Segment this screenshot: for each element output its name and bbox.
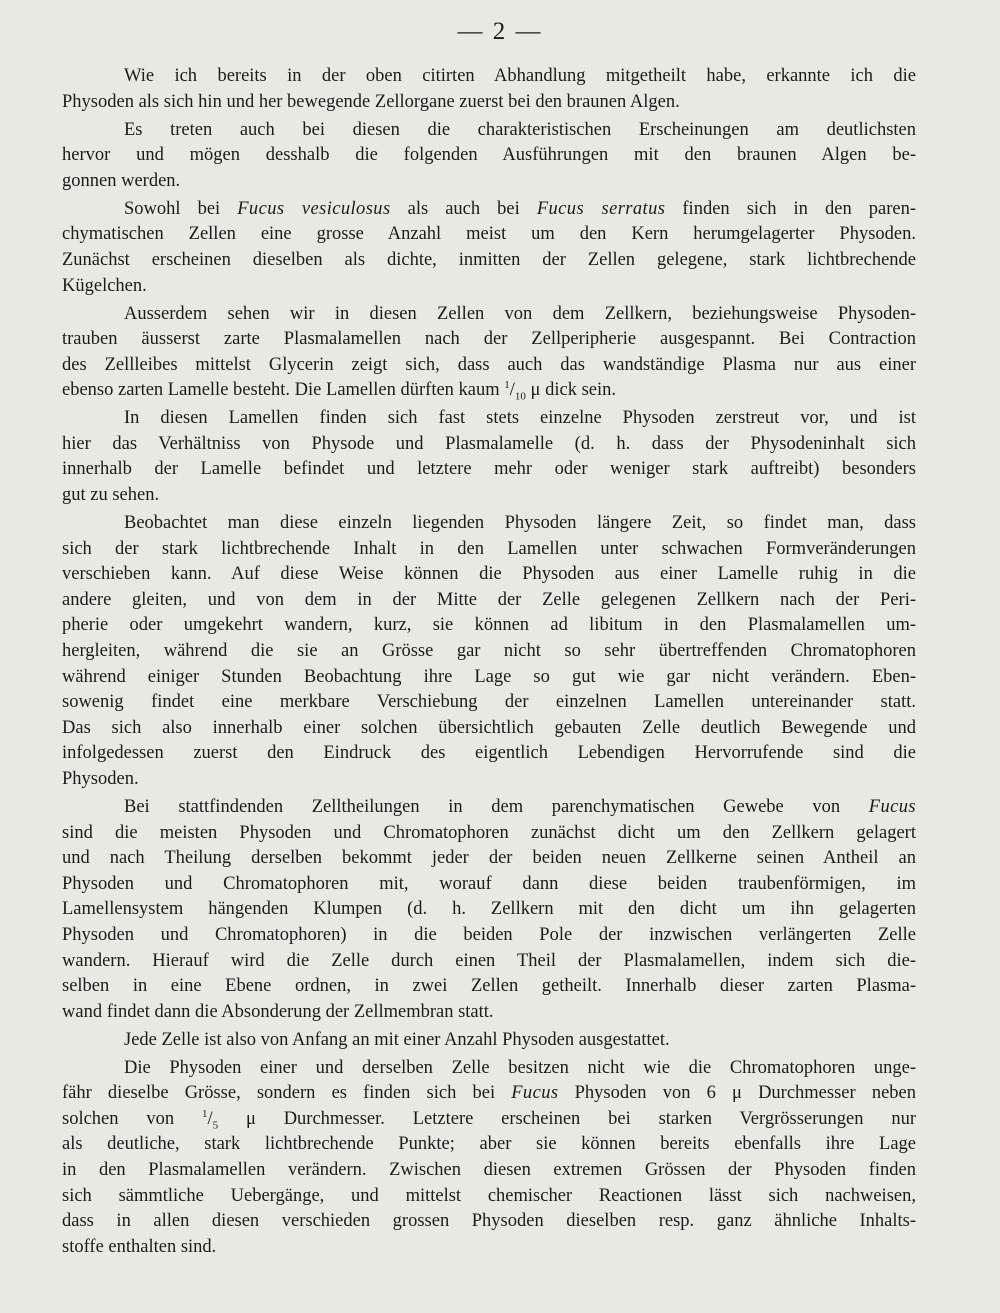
text-line: dass in allen diesen verschieden grossen Physoden dieselben resp. ganz ähnliche Inhalts- [62,1211,916,1232]
text-line: infolgedessen zuerst den Eindruck des eigentlich Lebendigen Hervorrufende sind die [62,743,916,764]
text-line: Physoden als sich hin und her bewegende Zellorgane zuerst bei den braunen Algen. [62,91,680,112]
text-line: verschieben kann. Auf diese Weise können die Physoden aus einer Lamelle ruhig in die [62,564,916,585]
text-line: trauben äusserst zarte Plasmalamellen nach der Zellperipherie ausgespannt. Bei Contraction [62,329,916,350]
text-line: ebenso zarten Lamelle besteht. Die Lamellen dürften kaum $^1/_{10}$ μ dick sein. [62,379,616,403]
text-line: Bei stattfindenden Zelltheilungen in dem parenchymatischen Gewebe von Fucus [124,796,916,817]
paragraph [62,406,916,508]
paragraph [62,795,916,1025]
text-line: sowenig findet eine merkbare Verschiebung der einzelnen Lamellen untereinander statt. [62,692,916,713]
text-line: wand findet dann die Absonderung der Zellmembran statt. [62,1001,494,1022]
text-line: und nach Theilung derselben bekommt jeder der beiden neuen Zellkerne seinen Antheil an [62,848,916,869]
text-line: andere gleiten, und von dem in der Mitte der Zelle gelegenen Zellkern nach der Peri- [62,589,916,610]
text-line: sich der stark lichtbrechende Inhalt in den Lamellen unter schwachen Formveränderungen [62,538,916,559]
text-line: Kügelchen. [62,275,147,296]
text-line: gut zu sehen. [62,485,160,506]
text-line: Beobachtet man diese einzeln liegenden Physoden längere Zeit, so findet man, dass [124,513,916,534]
text-line: in den Plasmalamellen verändern. Zwischen diesen extremen Grössen der Physoden finden [62,1160,916,1181]
body-text [62,64,916,1260]
text-line: pherie oder umgekehrt wandern, kurz, sie können ad libitum in den Plasmalamellen um- [62,615,916,636]
text-line: Physoden. [62,768,139,789]
text-line: Sowohl bei Fucus vesiculosus als auch bei Fucus serratus finden sich in den paren- [124,198,916,219]
text-line: hier das Verhältniss von Physode und Plasmalamelle (d. h. dass der Physodeninhalt sich [62,433,916,454]
text-line: Die Physoden einer und derselben Zelle besitzen nicht wie die Chromatophoren unge- [124,1057,916,1078]
text-line: fähr dieselbe Grösse, sondern es finden sich bei Fucus Physoden von 6 μ Durchmesser neben [62,1083,916,1104]
text-line: als deutliche, stark lichtbrechende Punkte; aber sie können bereits ebenfalls ihre Lage [62,1134,916,1155]
text-line: stoffe enthalten sind. [62,1236,217,1257]
text-line: hergleiten, während die sie an Grösse gar nicht so sehr übertreffenden Chromatophoren [62,641,916,662]
text-line: Physoden und Chromatophoren mit, worauf dann diese beiden traubenförmigen, im [62,873,916,894]
text-line: Physoden und Chromatophoren) in die beiden Pole der inzwischen verlängerten Zelle [62,924,916,945]
text-line: hervor und mögen desshalb die folgenden Ausführungen mit den braunen Algen be- [62,145,916,166]
text-line: Jede Zelle ist also von Anfang an mit einer Anzahl Physoden ausgestattet. [124,1029,670,1050]
paragraph [62,118,916,195]
text-line: sind die meisten Physoden und Chromatophoren zunächst dicht um den Zellkern gelagert [62,822,916,843]
text-line: während einiger Stunden Beobachtung ihre Lage so gut wie gar nicht verändern. Eben- [62,666,916,687]
paragraph [62,1056,916,1261]
text-line: des Zellleibes mittelst Glycerin zeigt sich, dass auch das wandständige Plasma nur aus einer [62,354,916,375]
page-number: — 2 — [457,18,543,45]
text-line: innerhalb der Lamelle befindet und letztere mehr oder weniger stark auftreibt) besonders [62,459,916,480]
text-line: Wie ich bereits in der oben citirten Abhandlung mitgetheilt habe, erkannte ich die [124,66,916,86]
paragraph [62,511,916,793]
text-line: chymatischen Zellen eine grosse Anzahl meist um den Kern herumgelagerter Physoden. [62,224,916,245]
text-line: selben in eine Ebene ordnen, in zwei Zellen getheilt. Innerhalb dieser zarten Plasma- [62,976,916,997]
paragraph [62,302,916,404]
text-line: Das sich also innerhalb einer solchen übersichtlich gebauten Zelle deutlich Bewegende und [62,717,916,738]
text-line: Zunächst erscheinen dieselben als dichte, inmitten der Zellen gelegene, stark lichtbrechende [62,249,916,270]
paragraph [62,1028,916,1054]
text-line: wandern. Hierauf wird die Zelle durch einen Theil der Plasmalamellen, indem sich die- [62,950,916,971]
text-line: Ausserdem sehen wir in diesen Zellen von dem Zellkern, beziehungsweise Physoden- [124,303,916,324]
paragraph [62,197,916,299]
text-line: Es treten auch bei diesen die charakteristischen Erscheinungen am deutlichsten [124,119,916,140]
text-line: gonnen werden. [62,170,181,191]
text-line: In diesen Lamellen finden sich fast stets einzelne Physoden zerstreut vor, und ist [124,408,916,429]
text-line: solchen von $^1/_5$ μ Durchmesser. Letztere erscheinen bei starken Vergrösserungen nur [62,1107,916,1132]
text-line: Lamellensystem hängenden Klumpen (d. h. Zellkern mit den dicht um ihn gelagerten [62,899,916,920]
text-line: sich sämmtliche Uebergänge, und mittelst chemischer Reactionen lässt sich nachweisen, [62,1185,916,1206]
paragraph [62,64,916,115]
